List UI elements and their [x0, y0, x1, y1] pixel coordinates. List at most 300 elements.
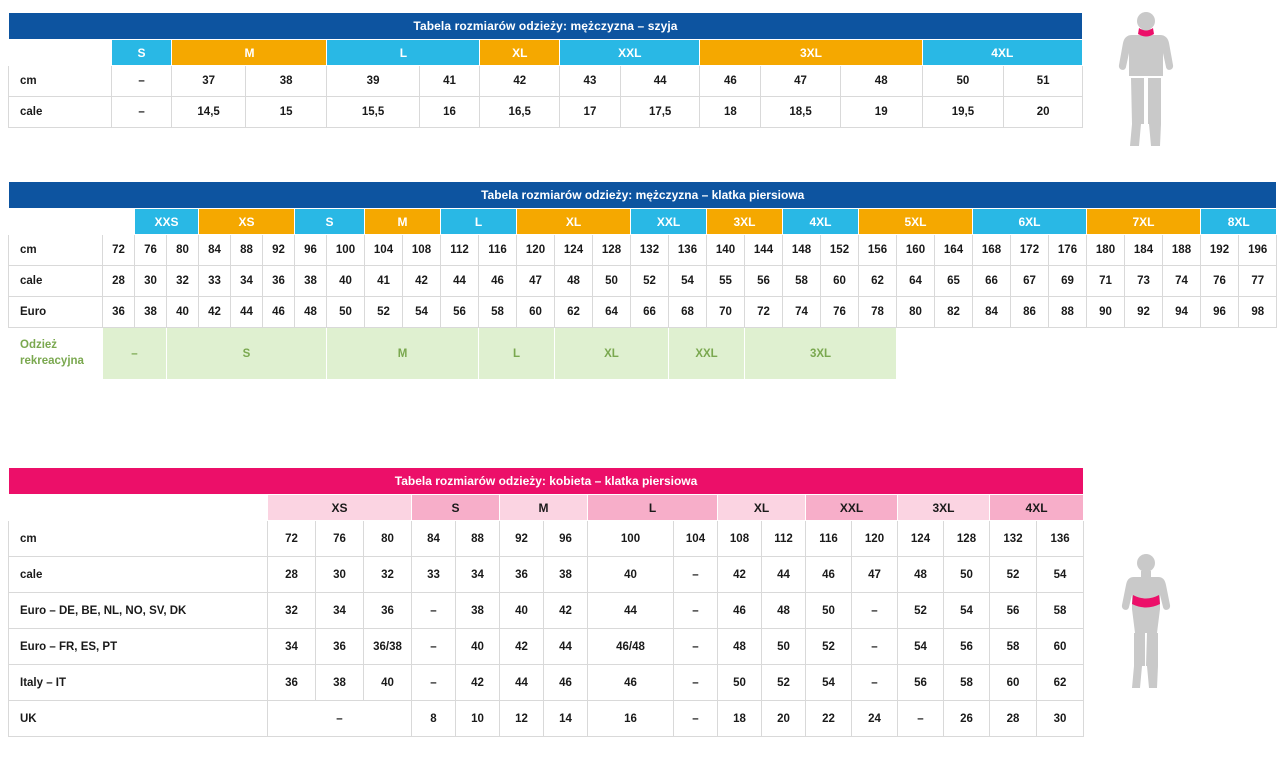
table-men-chest-title-row	[9, 182, 1277, 209]
table-row	[9, 235, 1277, 266]
cell: 48	[898, 557, 944, 593]
cell: –	[674, 665, 718, 701]
cell: 46	[588, 665, 674, 701]
cell: 28	[990, 701, 1037, 737]
cell: 94	[1163, 297, 1201, 328]
cell: 33	[199, 266, 231, 297]
cell: 40	[364, 665, 412, 701]
cell: 96	[544, 521, 588, 557]
cell: 38	[316, 665, 364, 701]
cell: 38	[135, 297, 167, 328]
cell: 84	[412, 521, 456, 557]
size-header-l: L	[588, 495, 718, 521]
table-women-chest-title: Tabela rozmiarów odzieży: kobieta – klatka piersiowa	[9, 468, 1084, 495]
cell: 184	[1125, 235, 1163, 266]
size-header-3xl: 3XL	[700, 40, 922, 66]
cell: 12	[500, 701, 544, 737]
cell: 104	[365, 235, 403, 266]
cell: 90	[1087, 297, 1125, 328]
cell: 36	[364, 593, 412, 629]
cell: 51	[1004, 66, 1083, 97]
cell: 18,5	[761, 97, 841, 128]
cell: 38	[295, 266, 327, 297]
cell: 8	[412, 701, 456, 737]
cell: 52	[898, 593, 944, 629]
cell: –	[852, 629, 898, 665]
recreation-cell: L	[479, 328, 555, 380]
cell: 96	[1201, 297, 1239, 328]
cell: 80	[897, 297, 935, 328]
row-label-euro-fr: Euro – FR, ES, PT	[9, 629, 268, 665]
cell: 86	[1011, 297, 1049, 328]
size-header-l: L	[441, 209, 517, 235]
cell: 46	[806, 557, 852, 593]
cell: 80	[167, 235, 199, 266]
cell: 16,5	[480, 97, 560, 128]
cell: 30	[316, 557, 364, 593]
cell: 140	[707, 235, 745, 266]
table-row	[9, 97, 1083, 128]
size-header-5xl: 5XL	[859, 209, 973, 235]
cell: 124	[555, 235, 593, 266]
size-header-m: M	[500, 495, 588, 521]
cell: 69	[1049, 266, 1087, 297]
cell: 132	[631, 235, 669, 266]
cell: 156	[859, 235, 897, 266]
row-label-italy: Italy – IT	[9, 665, 268, 701]
cell: 44	[441, 266, 479, 297]
cell: 164	[935, 235, 973, 266]
cell: 160	[897, 235, 935, 266]
size-header-8xl: 8XL	[1201, 209, 1277, 235]
cell: 152	[821, 235, 859, 266]
cell: 65	[935, 266, 973, 297]
table-men-chest	[8, 181, 1277, 380]
cell: 64	[593, 297, 631, 328]
cell: 82	[935, 297, 973, 328]
cell: 48	[555, 266, 593, 297]
woman-body-icon	[1110, 550, 1182, 700]
size-header-m: M	[172, 40, 327, 66]
cell: 20	[762, 701, 806, 737]
cell: 42	[199, 297, 231, 328]
cell: 60	[1037, 629, 1084, 665]
cell: 56	[898, 665, 944, 701]
cell: 144	[745, 235, 783, 266]
table-row	[9, 701, 1084, 737]
cell: 34	[456, 557, 500, 593]
size-header-4xl: 4XL	[990, 495, 1084, 521]
cell: 36	[263, 266, 295, 297]
cell: 48	[762, 593, 806, 629]
table-neck	[8, 12, 1083, 128]
table-women-chest-title-row	[9, 468, 1084, 495]
recreation-cell: 3XL	[745, 328, 897, 380]
cell: 104	[674, 521, 718, 557]
cell: 92	[500, 521, 544, 557]
recreation-cell: –	[103, 328, 167, 380]
recreation-cell: XL	[555, 328, 669, 380]
cell: 108	[718, 521, 762, 557]
cell: 72	[745, 297, 783, 328]
size-header-xxl: XXL	[560, 40, 700, 66]
cell: 88	[456, 521, 500, 557]
recreation-empty	[897, 328, 1277, 380]
cell: 108	[403, 235, 441, 266]
cell: 28	[103, 266, 135, 297]
cell: 128	[944, 521, 990, 557]
size-header-3xl: 3XL	[707, 209, 783, 235]
header-blank	[9, 495, 268, 521]
cell: 55	[707, 266, 745, 297]
cell: 96	[295, 235, 327, 266]
row-label-cm: cm	[9, 66, 112, 97]
cell: 56	[745, 266, 783, 297]
cell: 40	[167, 297, 199, 328]
cell: 32	[167, 266, 199, 297]
cell: 54	[898, 629, 944, 665]
cell: 47	[761, 66, 841, 97]
cell: 50	[718, 665, 762, 701]
cell: 98	[1239, 297, 1277, 328]
cell: 56	[944, 629, 990, 665]
table-row	[9, 266, 1277, 297]
cell: 128	[593, 235, 631, 266]
recreation-row	[9, 328, 1277, 380]
table-men-chest-header-row	[9, 209, 1277, 235]
cell: 192	[1201, 235, 1239, 266]
table-neck-title: Tabela rozmiarów odzieży: mężczyzna – szyja	[9, 13, 1083, 40]
cell: 120	[852, 521, 898, 557]
cell: 46	[700, 66, 761, 97]
cell: 32	[364, 557, 412, 593]
table-women-chest-header-row	[9, 495, 1084, 521]
cell: 71	[1087, 266, 1125, 297]
cell: 36/38	[364, 629, 412, 665]
size-header-s: S	[111, 40, 172, 66]
cell: 54	[403, 297, 441, 328]
cell: 196	[1239, 235, 1277, 266]
man-body-icon	[1110, 8, 1182, 158]
cell: 56	[990, 593, 1037, 629]
table-row	[9, 66, 1083, 97]
cell: 50	[806, 593, 852, 629]
cell: 50	[922, 66, 1004, 97]
cell: 47	[852, 557, 898, 593]
cell: 52	[806, 629, 852, 665]
cell: 14	[544, 701, 588, 737]
cell: –	[412, 593, 456, 629]
cell: 34	[268, 629, 316, 665]
cell: 40	[327, 266, 365, 297]
size-header-4xl: 4XL	[783, 209, 859, 235]
cell: 76	[316, 521, 364, 557]
row-label-cale: cale	[9, 97, 112, 128]
cell: 42	[456, 665, 500, 701]
cell: 72	[268, 521, 316, 557]
cell: 42	[480, 66, 560, 97]
cell: 88	[1049, 297, 1087, 328]
cell: 132	[990, 521, 1037, 557]
cell: 62	[859, 266, 897, 297]
cell: 39	[327, 66, 419, 97]
cell: 66	[973, 266, 1011, 297]
cell: 74	[1163, 266, 1201, 297]
cell: 19,5	[922, 97, 1004, 128]
cell: 50	[327, 297, 365, 328]
cell: 76	[821, 297, 859, 328]
cell: 180	[1087, 235, 1125, 266]
cell: 28	[268, 557, 316, 593]
cell: 36	[268, 665, 316, 701]
header-blank	[9, 209, 135, 235]
cell: 17	[560, 97, 621, 128]
cell: 73	[1125, 266, 1163, 297]
header-blank	[9, 40, 112, 66]
cell: 50	[593, 266, 631, 297]
recreation-cell: XXL	[669, 328, 745, 380]
cell: 112	[762, 521, 806, 557]
cell: 72	[103, 235, 135, 266]
cell: 46	[263, 297, 295, 328]
row-label-uk: UK	[9, 701, 268, 737]
cell: 42	[718, 557, 762, 593]
cell: 54	[944, 593, 990, 629]
cell: 70	[707, 297, 745, 328]
cell: 14,5	[172, 97, 245, 128]
cell: 62	[555, 297, 593, 328]
cell: 40	[456, 629, 500, 665]
table-row	[9, 297, 1277, 328]
cell: 76	[135, 235, 167, 266]
cell: 30	[1037, 701, 1084, 737]
cell: –	[674, 557, 718, 593]
cell: 136	[669, 235, 707, 266]
cell: 19	[840, 97, 922, 128]
row-label-cm: cm	[9, 521, 268, 557]
recreation-cell: S	[167, 328, 327, 380]
size-header-6xl: 6XL	[973, 209, 1087, 235]
man-neck-figure	[1110, 8, 1182, 163]
cell: 36	[316, 629, 364, 665]
cell: 32	[268, 593, 316, 629]
cell: 68	[669, 297, 707, 328]
size-header-xxs: XXS	[135, 209, 199, 235]
cell: 41	[419, 66, 480, 97]
cell: –	[852, 665, 898, 701]
cell: 60	[990, 665, 1037, 701]
cell: 18	[700, 97, 761, 128]
size-header-3xl: 3XL	[898, 495, 990, 521]
cell: 48	[718, 629, 762, 665]
table-neck-header-row	[9, 40, 1083, 66]
cell: 56	[441, 297, 479, 328]
cell: 37	[172, 66, 245, 97]
cell: 100	[588, 521, 674, 557]
cell: 43	[560, 66, 621, 97]
cell: 54	[1037, 557, 1084, 593]
table-neck-title-row	[9, 13, 1083, 40]
cell: 176	[1049, 235, 1087, 266]
row-label-cale: cale	[9, 557, 268, 593]
cell: 34	[231, 266, 263, 297]
cell: 54	[806, 665, 852, 701]
size-header-7xl: 7XL	[1087, 209, 1201, 235]
cell: 124	[898, 521, 944, 557]
size-header-xl: XL	[480, 40, 560, 66]
size-header-s: S	[295, 209, 365, 235]
table-row	[9, 521, 1084, 557]
cell: 42	[403, 266, 441, 297]
cell: 26	[944, 701, 990, 737]
row-label-cm: cm	[9, 235, 103, 266]
row-label-recreation: Odzież rekreacyjna	[9, 328, 103, 380]
cell: 50	[762, 629, 806, 665]
cell: 44	[762, 557, 806, 593]
row-label-euro: Euro	[9, 297, 103, 328]
cell: 60	[821, 266, 859, 297]
cell: 77	[1239, 266, 1277, 297]
cell: 40	[588, 557, 674, 593]
table-row	[9, 557, 1084, 593]
cell: 116	[806, 521, 852, 557]
cell: 64	[897, 266, 935, 297]
cell: 41	[365, 266, 403, 297]
size-header-s: S	[412, 495, 500, 521]
cell: 116	[479, 235, 517, 266]
cell: –	[412, 629, 456, 665]
size-header-xs: XS	[199, 209, 295, 235]
cell: 74	[783, 297, 821, 328]
cell: 58	[1037, 593, 1084, 629]
table-row	[9, 629, 1084, 665]
cell: 78	[859, 297, 897, 328]
cell: –	[852, 593, 898, 629]
cell: 46	[718, 593, 762, 629]
cell: 46	[544, 665, 588, 701]
cell: 52	[990, 557, 1037, 593]
size-header-xl: XL	[718, 495, 806, 521]
cell: 76	[1201, 266, 1239, 297]
cell: –	[111, 97, 172, 128]
cell: 88	[231, 235, 263, 266]
cell: –	[412, 665, 456, 701]
cell: 36	[103, 297, 135, 328]
cell: 62	[1037, 665, 1084, 701]
cell: 67	[1011, 266, 1049, 297]
cell: 52	[631, 266, 669, 297]
cell: 16	[588, 701, 674, 737]
cell: 44	[544, 629, 588, 665]
size-header-xs: XS	[268, 495, 412, 521]
cell: 58	[944, 665, 990, 701]
cell: 42	[544, 593, 588, 629]
cell: 52	[365, 297, 403, 328]
size-header-xl: XL	[517, 209, 631, 235]
cell: –	[111, 66, 172, 97]
cell: 50	[944, 557, 990, 593]
cell: 60	[517, 297, 555, 328]
cell: 16	[419, 97, 480, 128]
cell: 168	[973, 235, 1011, 266]
size-header-xxl: XXL	[806, 495, 898, 521]
cell: 58	[479, 297, 517, 328]
cell: 172	[1011, 235, 1049, 266]
size-header-xxl: XXL	[631, 209, 707, 235]
cell: 24	[852, 701, 898, 737]
cell: 46/48	[588, 629, 674, 665]
cell: 66	[631, 297, 669, 328]
cell: 18	[718, 701, 762, 737]
cell: 44	[231, 297, 263, 328]
cell: 92	[263, 235, 295, 266]
cell: 84	[973, 297, 1011, 328]
cell: 22	[806, 701, 852, 737]
cell: 100	[327, 235, 365, 266]
cell: 20	[1004, 97, 1083, 128]
cell: 47	[517, 266, 555, 297]
cell: 52	[762, 665, 806, 701]
cell: 148	[783, 235, 821, 266]
table-men-chest-title: Tabela rozmiarów odzieży: mężczyzna – klatka piersiowa	[9, 182, 1277, 209]
cell: 80	[364, 521, 412, 557]
cell: 44	[500, 665, 544, 701]
cell: 30	[135, 266, 167, 297]
cell: 17,5	[620, 97, 700, 128]
cell: 54	[669, 266, 707, 297]
cell: 15,5	[327, 97, 419, 128]
cell: 58	[990, 629, 1037, 665]
cell: 38	[544, 557, 588, 593]
cell: –	[674, 701, 718, 737]
table-row	[9, 665, 1084, 701]
woman-chest-figure	[1110, 550, 1182, 705]
cell: 44	[620, 66, 700, 97]
cell: 44	[588, 593, 674, 629]
size-header-4xl: 4XL	[922, 40, 1082, 66]
cell: 34	[316, 593, 364, 629]
table-row	[9, 593, 1084, 629]
cell: 92	[1125, 297, 1163, 328]
cell: 48	[840, 66, 922, 97]
cell: 40	[500, 593, 544, 629]
row-label-euro-de: Euro – DE, BE, NL, NO, SV, DK	[9, 593, 268, 629]
cell: 120	[517, 235, 555, 266]
cell: 38	[245, 66, 327, 97]
cell: 48	[295, 297, 327, 328]
cell: 42	[500, 629, 544, 665]
cell: 38	[456, 593, 500, 629]
cell: 10	[456, 701, 500, 737]
size-header-m: M	[365, 209, 441, 235]
recreation-cell: M	[327, 328, 479, 380]
size-header-l: L	[327, 40, 480, 66]
cell: 15	[245, 97, 327, 128]
cell: 58	[783, 266, 821, 297]
cell: –	[268, 701, 412, 737]
cell: 136	[1037, 521, 1084, 557]
cell: 36	[500, 557, 544, 593]
table-women-chest	[8, 467, 1084, 737]
row-label-cale: cale	[9, 266, 103, 297]
cell: 188	[1163, 235, 1201, 266]
cell: –	[674, 593, 718, 629]
cell: 46	[479, 266, 517, 297]
cell: 33	[412, 557, 456, 593]
cell: 84	[199, 235, 231, 266]
cell: –	[898, 701, 944, 737]
cell: 112	[441, 235, 479, 266]
